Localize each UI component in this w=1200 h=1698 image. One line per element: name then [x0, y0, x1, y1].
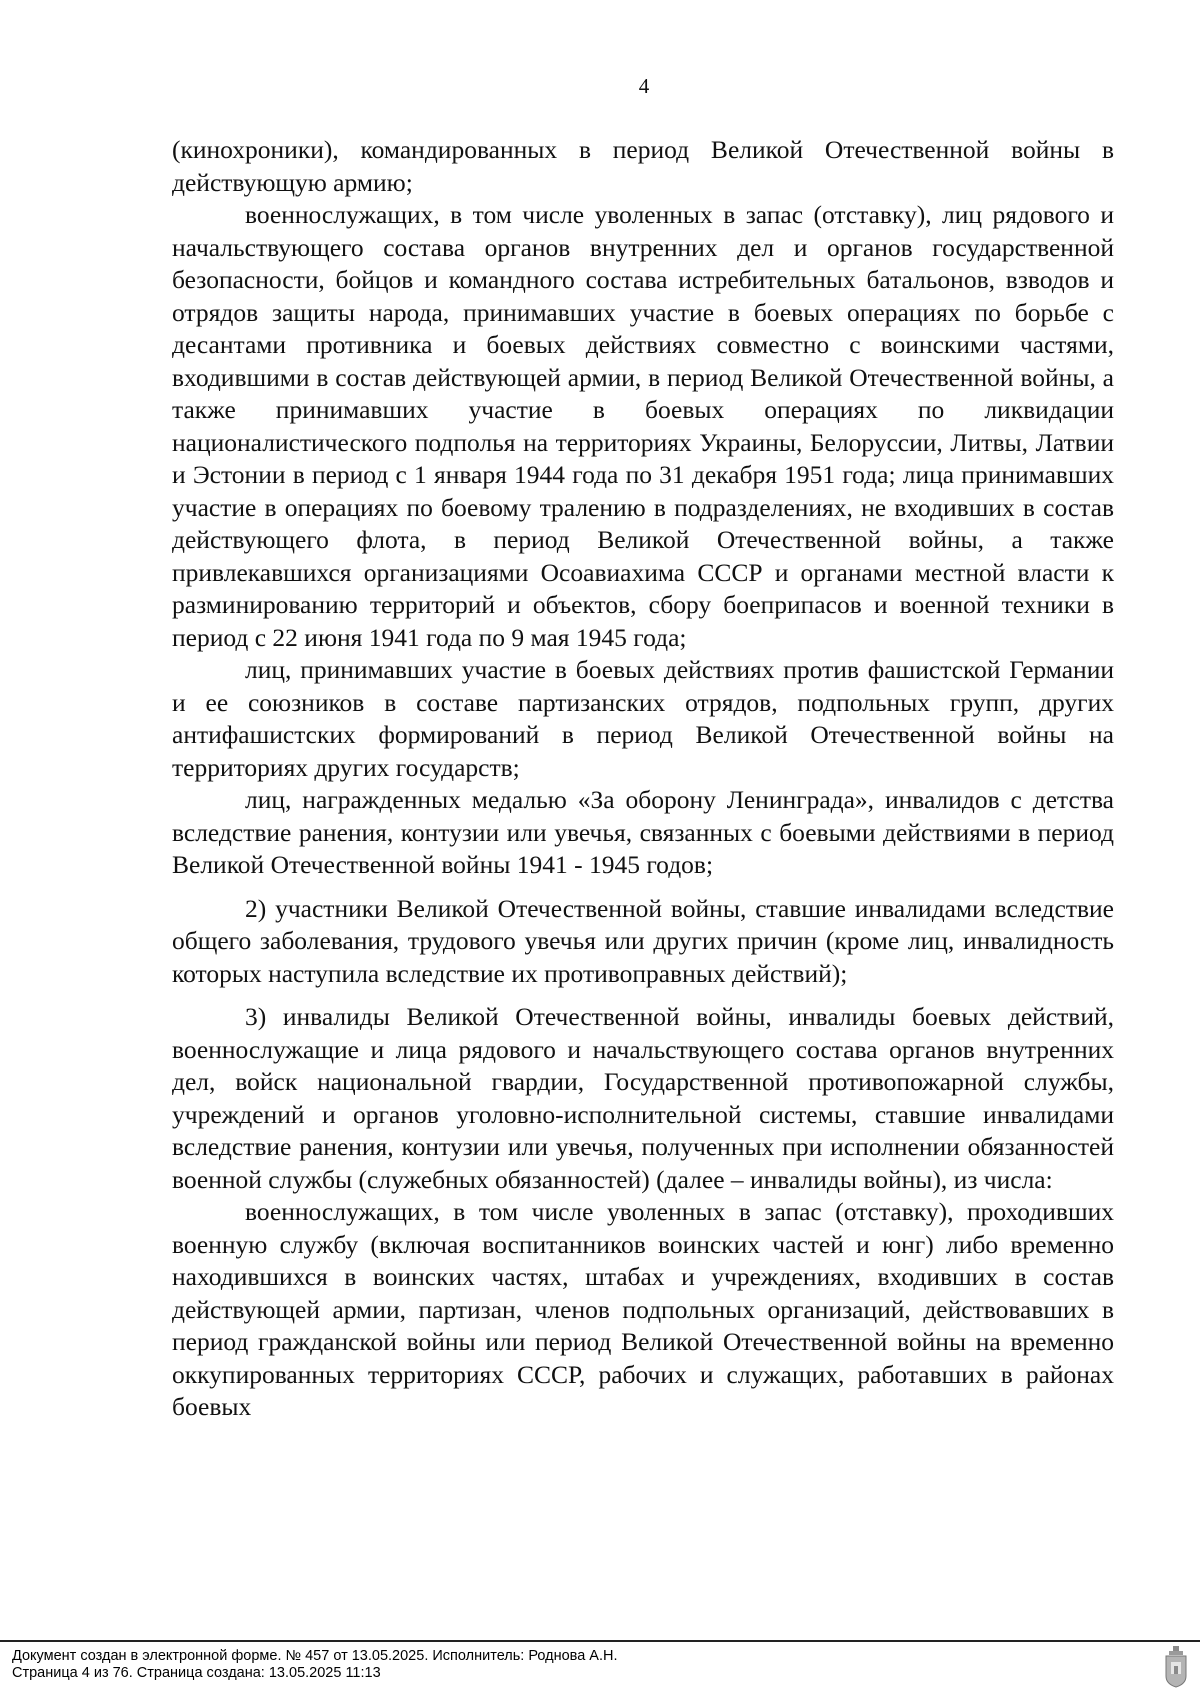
paragraph-item-2: 2) участники Великой Отечественной войны, ставшие инвалидами вследствие общего заболевания, трудового увечья или других причин (кроме лиц, инвалидность которых наступила вследствие их противоправных действий);	[172, 893, 1114, 988]
paragraph-item-3: 3) инвалиды Великой Отечественной войны, инвалиды боевых действий, военнослужащие и лица рядового и начальствующего состава органов внутренних дел, войск национальной гвардии, Государственной противопожарной службы, учреждений и органов уголовно-исполнительной системы, ставшие инвалидами вследствие ранения, контузии или увечья, полученных при исполнении обязанностей военной службы (служебных обязанностей) (далее – инвалиды войны), из числа:	[172, 1002, 1114, 1194]
paragraph-servicemen: военнослужащих, в том числе уволенных в запас (отставку), лиц рядового и начальствующего состава органов внутренних дел и органов государственной безопасности, бойцов и командного состава истребительных батальонов, взводов и отрядов защиты народа, принимавших участие в боевых операциях по борьбе с десантами противника и боевых действиях совместно с воинскими частями, входившими в состав действующей армии, в период Великой Отечественной войны, а также принимавших участие в боевых операциях по ликвидации националистического подполья на территориях Украины, Белоруссии, Литвы, Латвии и Эстонии в период с 1 января 1944 года по 31 декабря 1951 года; лица принимавших участие в операциях по боевому тралению в подразделениях, не входивших в состав действующего флота, в период Великой Отечественной войны, а также привлекавшихся организациями Осоавиахима СССР и органами местной власти к разминированию территорий и объектов, сбору боеприпасов и военной техники в период с 22 июня 1941 года по 9 мая 1945 года;	[172, 200, 1114, 652]
document-footer	[12, 1648, 618, 1682]
paragraph-military-service: военнослужащих, в том числе уволенных в запас (отставку), проходивших военную службу (включая воспитанников воинских частей и юнг) либо временно находившихся в воинских частях, штабах и учреждениях, входивших в состав действующей армии, партизан, членов подпольных организаций, действовавших в период гражданской войны или период Великой Отечественной войны на временно оккупированных территориях СССР, рабочих и служащих, работавших в районах боевых	[172, 1197, 1114, 1421]
paragraph-leningrad-medal: лиц, награжденных медалью «За оборону Ленинграда», инвалидов с детства вследствие ранения, контузии или увечья, связанных с боевыми действиями в период Великой Отечественной войны 1941 - 1945 годов;	[172, 785, 1114, 879]
footer-document-info: Документ создан в электронной форме. № 457 от 13.05.2025. Исполнитель: Роднова А.Н.	[12, 1648, 618, 1664]
page-number: 4	[638, 74, 650, 98]
paragraph-partisans: лиц, принимавших участие в боевых действиях против фашистской Германии и ее союзников в составе партизанских отрядов, подпольных групп, других антифашистских формирований в период Великой Отечественной войны на территориях других государств;	[172, 655, 1114, 782]
footer-divider	[0, 1640, 1200, 1642]
coat-of-arms-icon	[1164, 1646, 1188, 1688]
footer-page-info: Страница 4 из 76. Страница создана: 13.05.2025 11:13	[12, 1665, 381, 1681]
paragraph-continuation: (кинохроники), командированных в период Великой Отечественной войны в действующую армию;	[172, 135, 1114, 197]
document-body	[172, 134, 1114, 1424]
